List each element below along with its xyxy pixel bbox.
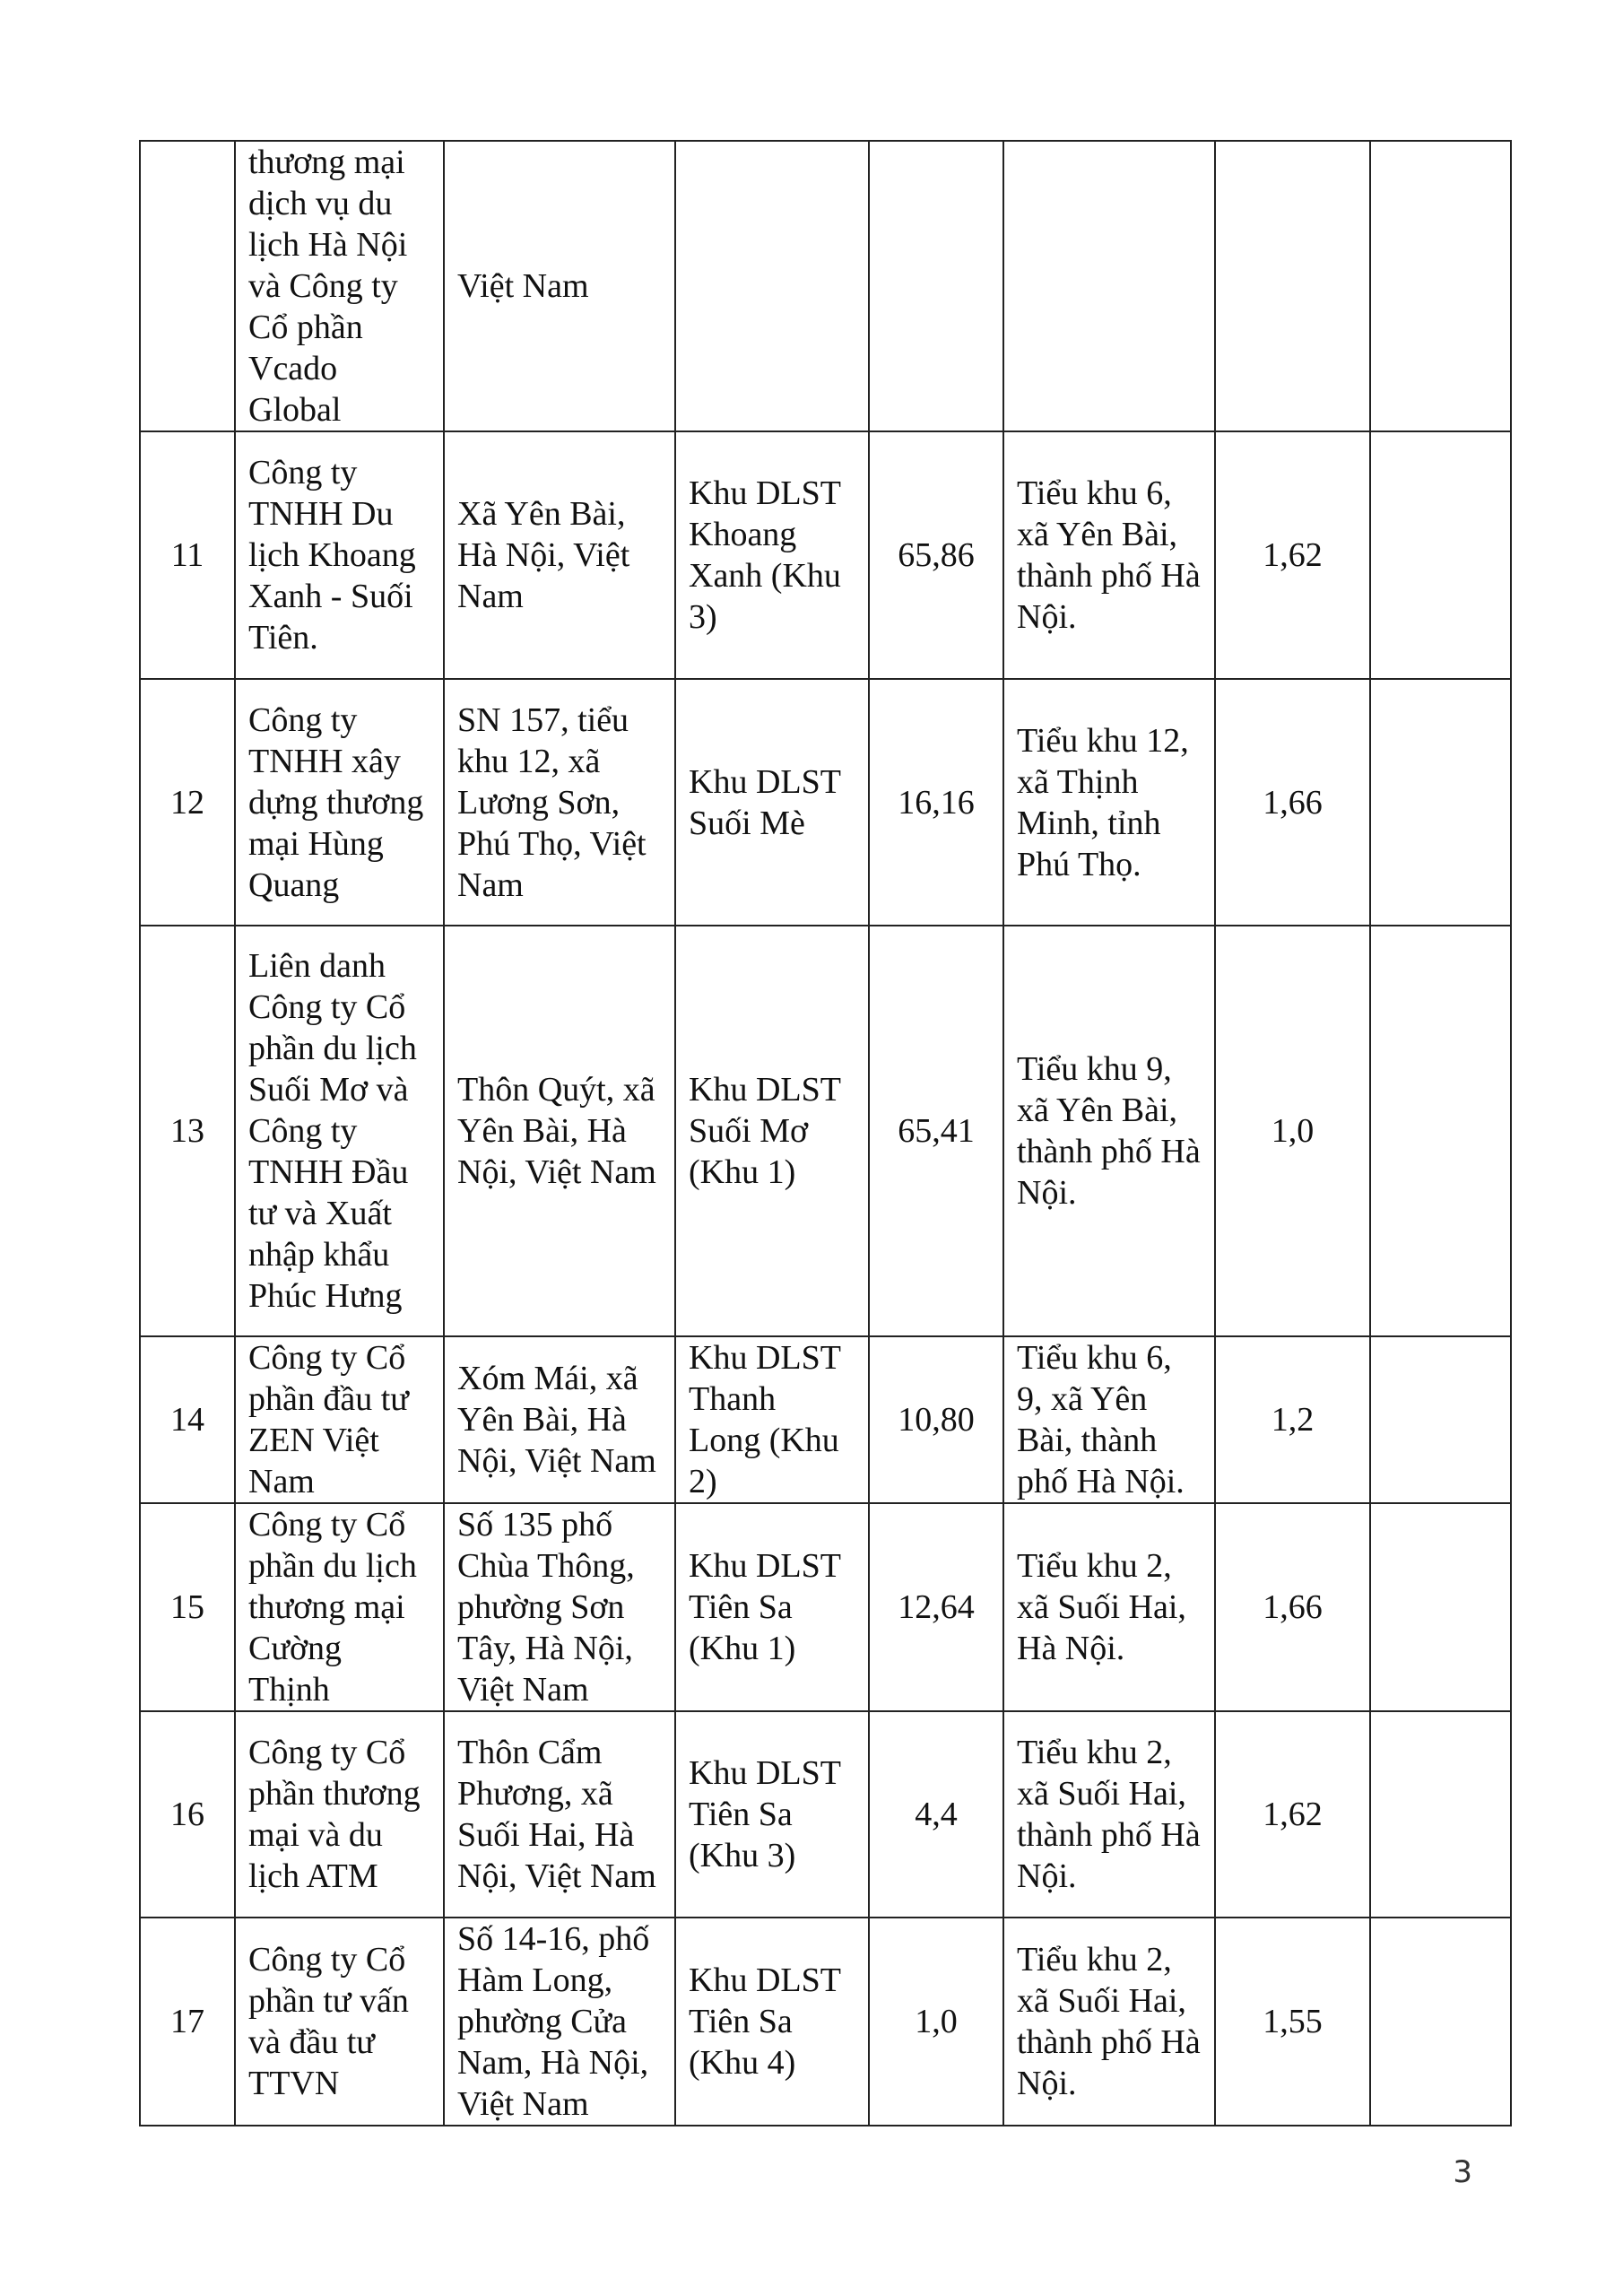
project-location: Tiểu khu 6, xã Yên Bài, thành phố Hà Nội. bbox=[1003, 431, 1215, 679]
project-name: Khu DLST Suối Mơ (Khu 1) bbox=[675, 926, 869, 1336]
row-note bbox=[1370, 926, 1511, 1336]
project-area: 4,4 bbox=[869, 1711, 1003, 1918]
project-location: Tiểu khu 6, 9, xã Yên Bài, thành phố Hà Nội. bbox=[1003, 1336, 1215, 1503]
company-address: Xã Yên Bài, Hà Nội, Việt Nam bbox=[444, 431, 675, 679]
table-row bbox=[140, 926, 1511, 1336]
project-location: Tiểu khu 9, xã Yên Bài, thành phố Hà Nội. bbox=[1003, 926, 1215, 1336]
project-area: 65,86 bbox=[869, 431, 1003, 679]
row-number: 12 bbox=[140, 679, 235, 926]
company-name: Công ty Cổ phần tư vấn và đầu tư TTVN bbox=[235, 1918, 444, 2126]
table-row bbox=[140, 431, 1511, 679]
company-name: Công ty TNHH xây dựng thương mại Hùng Quang bbox=[235, 679, 444, 926]
project-name: Khu DLST Khoang Xanh (Khu 3) bbox=[675, 431, 869, 679]
project-value: 1,62 bbox=[1215, 431, 1370, 679]
project-value bbox=[1215, 141, 1370, 431]
table-row bbox=[140, 1711, 1511, 1918]
project-value: 1,66 bbox=[1215, 1503, 1370, 1711]
company-name: Công ty TNHH Du lịch Khoang Xanh - Suối Tiên. bbox=[235, 431, 444, 679]
project-name: Khu DLST Tiên Sa (Khu 3) bbox=[675, 1711, 869, 1918]
company-address: Thôn Quýt, xã Yên Bài, Hà Nội, Việt Nam bbox=[444, 926, 675, 1336]
project-name: Khu DLST Tiên Sa (Khu 4) bbox=[675, 1918, 869, 2126]
project-area: 16,16 bbox=[869, 679, 1003, 926]
row-note bbox=[1370, 679, 1511, 926]
company-address: Xóm Mái, xã Yên Bài, Hà Nội, Việt Nam bbox=[444, 1336, 675, 1503]
project-name bbox=[675, 141, 869, 431]
company-address: Số 14-16, phố Hàm Long, phường Cửa Nam, Hà Nội, Việt Nam bbox=[444, 1918, 675, 2126]
company-name: Liên danh Công ty Cổ phần du lịch Suối Mơ và Công ty TNHH Đầu tư và Xuất nhập khẩu Phúc Hưng bbox=[235, 926, 444, 1336]
company-address: Thôn Cẩm Phương, xã Suối Hai, Hà Nội, Việt Nam bbox=[444, 1711, 675, 1918]
project-name: Khu DLST Tiên Sa (Khu 1) bbox=[675, 1503, 869, 1711]
project-location: Tiểu khu 12, xã Thịnh Minh, tỉnh Phú Thọ. bbox=[1003, 679, 1215, 926]
row-number bbox=[140, 141, 235, 431]
row-note bbox=[1370, 1918, 1511, 2126]
project-location bbox=[1003, 141, 1215, 431]
table-row bbox=[140, 679, 1511, 926]
row-note bbox=[1370, 431, 1511, 679]
company-address: Việt Nam bbox=[444, 141, 675, 431]
row-note bbox=[1370, 1336, 1511, 1503]
company-address: Số 135 phố Chùa Thông, phường Sơn Tây, Hà Nội, Việt Nam bbox=[444, 1503, 675, 1711]
table-row bbox=[140, 1503, 1511, 1711]
row-number: 16 bbox=[140, 1711, 235, 1918]
company-name: Công ty Cổ phần du lịch thương mại Cường Thịnh bbox=[235, 1503, 444, 1711]
project-area: 65,41 bbox=[869, 926, 1003, 1336]
project-area: 1,0 bbox=[869, 1918, 1003, 2126]
project-area bbox=[869, 141, 1003, 431]
row-number: 11 bbox=[140, 431, 235, 679]
project-location: Tiểu khu 2, xã Suối Hai, Hà Nội. bbox=[1003, 1503, 1215, 1711]
project-value: 1,2 bbox=[1215, 1336, 1370, 1503]
company-name: Công ty Cổ phần thương mại và du lịch ATM bbox=[235, 1711, 444, 1918]
table-row bbox=[140, 141, 1511, 431]
project-value: 1,0 bbox=[1215, 926, 1370, 1336]
row-note bbox=[1370, 1503, 1511, 1711]
row-number: 13 bbox=[140, 926, 235, 1336]
company-address: SN 157, tiểu khu 12, xã Lương Sơn, Phú Thọ, Việt Nam bbox=[444, 679, 675, 926]
row-number: 14 bbox=[140, 1336, 235, 1503]
project-value: 1,55 bbox=[1215, 1918, 1370, 2126]
table-row bbox=[140, 1918, 1511, 2126]
page-number: 3 bbox=[1453, 2154, 1472, 2190]
project-name: Khu DLST Thanh Long (Khu 2) bbox=[675, 1336, 869, 1503]
row-note bbox=[1370, 141, 1511, 431]
project-value: 1,66 bbox=[1215, 679, 1370, 926]
project-area: 12,64 bbox=[869, 1503, 1003, 1711]
project-location: Tiểu khu 2, xã Suối Hai, thành phố Hà Nội. bbox=[1003, 1711, 1215, 1918]
project-area: 10,80 bbox=[869, 1336, 1003, 1503]
project-name: Khu DLST Suối Mè bbox=[675, 679, 869, 926]
row-note bbox=[1370, 1711, 1511, 1918]
table-row bbox=[140, 1336, 1511, 1503]
project-location: Tiểu khu 2, xã Suối Hai, thành phố Hà Nội. bbox=[1003, 1918, 1215, 2126]
company-name: thương mại dịch vụ du lịch Hà Nội và Công ty Cổ phần Vcado Global bbox=[235, 141, 444, 431]
row-number: 15 bbox=[140, 1503, 235, 1711]
company-name: Công ty Cổ phần đầu tư ZEN Việt Nam bbox=[235, 1336, 444, 1503]
project-table bbox=[139, 140, 1512, 2126]
row-number: 17 bbox=[140, 1918, 235, 2126]
project-value: 1,62 bbox=[1215, 1711, 1370, 1918]
